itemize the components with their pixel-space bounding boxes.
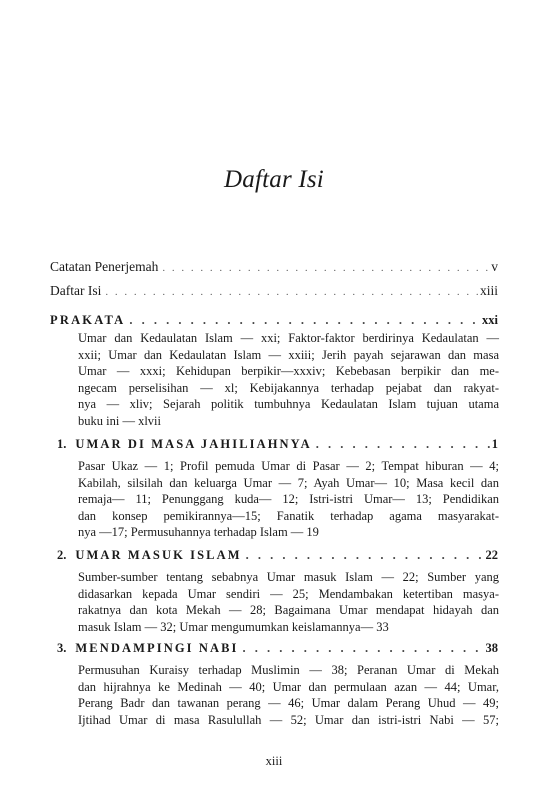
toc-entry-page: v [491, 259, 498, 274]
chapter-description [78, 458, 499, 541]
chapter-number: 3. [57, 641, 67, 655]
toc-entry-chapter-1[interactable] [57, 437, 498, 452]
description-line: didasarkan kepada Umar sendiri — 25; Mendambakan ketertiban masya- [78, 586, 499, 601]
description-line: Pasar Ukaz — 1; Profil pemuda Umar di Pasar — 2; Tempat hiburan — 4; [78, 459, 499, 473]
toc-entry-label: Catatan Penerjemah [50, 259, 159, 274]
description-line: nya — xliv; Sejarah politik tumbuhnya Kedaulatan Islam tujuan utama [78, 397, 499, 412]
page-number: xiii [265, 754, 283, 768]
dot-leader [243, 641, 484, 656]
dot-leader [246, 548, 484, 563]
description-line: remaja— 11; Penunggang kuda— 12; Istri-istri Umar— 13; Pendidikan [78, 492, 499, 507]
chapter-number: 1. [57, 437, 67, 451]
toc-section-description [78, 330, 499, 430]
page-title: Daftar Isi [224, 166, 324, 193]
description-line: xxii; Umar dan Kedaulatan Islam — xxiii; Jerih payah sejarawan dan masa [78, 347, 499, 362]
description-line: dan konsep pemikirannya—15; Fanatik terhadap agama masyarakat- [78, 508, 499, 523]
chapter-heading: UMAR MASUK ISLAM [75, 548, 242, 562]
description-line: Perang Badr dan tawanan perang — 46; Umar dalam Perang Uhud — 49; [78, 696, 499, 711]
toc-entry-page: xxi [482, 313, 498, 327]
chapter-number: 2. [57, 548, 67, 562]
description-line: Permusuhan Kuraisy terhadap Muslimin — 38; Peranan Umar di Mekah [78, 663, 499, 677]
description-line: buku ini — xlvii [78, 413, 161, 428]
description-line: rakatnya dan kota Mekah — 28; Bagaimana Umar mendapat hidayah dan [78, 603, 499, 618]
toc-entry-label: Daftar Isi [50, 283, 102, 298]
dot-leader [316, 437, 490, 452]
description-line: masuk Islam — 32; Umar mengumumkan keislamannya— 33 [78, 619, 389, 634]
description-line: Kabilah, silsilah dan keluarga Umar — 7; Ayah Umar— 10; Masa kecil dan [78, 475, 499, 490]
chapter-heading: MENDAMPINGI NABI [75, 641, 239, 655]
dot-leader [162, 262, 489, 274]
toc-section-heading: PRAKATA [50, 313, 126, 327]
description-line: Umar — xxxi; Kehidupan berpikir—xxxiv; Kebebasan berpikir dan me- [78, 364, 499, 379]
dot-leader [105, 286, 478, 298]
description-line: ngecam perselisihan — xl; Kebijakannya terhadap pejabat dan rakyat- [78, 380, 499, 395]
toc-entry-prakata[interactable] [50, 313, 498, 328]
dot-leader [129, 313, 480, 328]
toc-entry-page: 1 [491, 437, 498, 451]
chapter-description [78, 569, 499, 635]
toc-entry-chapter-3[interactable] [57, 641, 498, 656]
description-line: dan hijrahnya ke Medinah — 40; Umar dan permulaan azan — 44; Umar, [78, 679, 499, 694]
toc-entry-chapter-2[interactable] [57, 548, 498, 563]
description-line: Umar dan Kedaulatan Islam — xxi; Faktor-faktor berdirinya Kedaulatan — [78, 331, 499, 345]
toc-entry-page: 22 [485, 548, 498, 562]
description-line: Ijtihad Umar di masa Rasulullah — 52; Umar dan istri-istri Nabi — 57; [78, 712, 499, 727]
chapter-description [78, 662, 499, 728]
chapter-heading: UMAR DI MASA JAHILIAHNYA [75, 437, 312, 451]
toc-entry-page: 38 [485, 641, 498, 655]
toc-entry-page: xiii [479, 283, 498, 298]
description-line: Sumber-sumber tentang sebabnya Umar masuk Islam — 22; Sumber yang [78, 570, 499, 584]
toc-entry-daftar-isi[interactable] [50, 283, 498, 299]
toc-entry-catatan-penerjemah[interactable] [50, 259, 498, 275]
description-line: nya —17; Permusuhannya terhadap Islam — 19 [78, 525, 319, 540]
